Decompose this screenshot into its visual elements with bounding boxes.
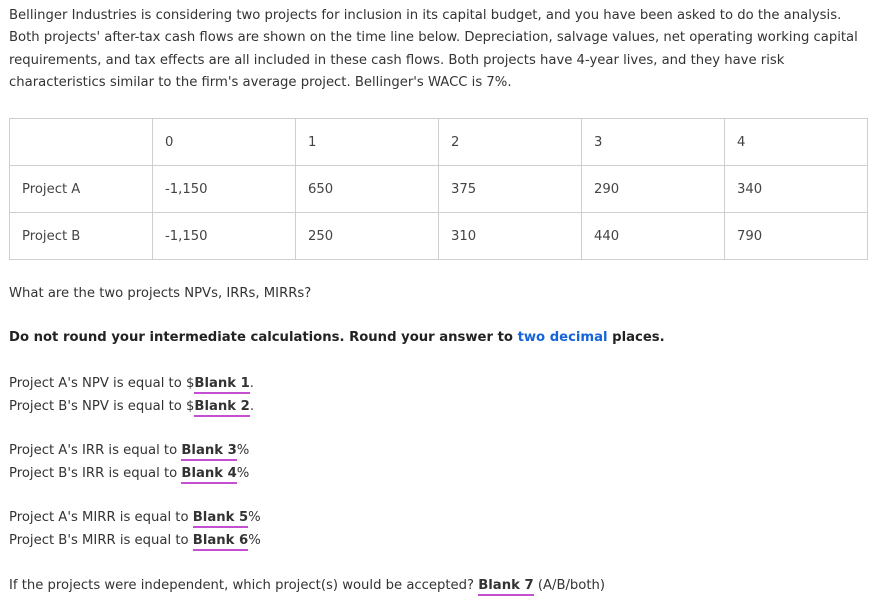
problem-intro: Bellinger Industries is considering two projects for inclusion in its capital budget, and you have been asked to do the analysis. Both projects' after-tax cash flows are shown on the time line below. Depreciation, salvage values, net operating working capital requirements, and tax effects are all included in these cash flows. Both projects have 4-year lives, and they have risk characteristics similar to the firm's average project. Bellinger's WACC is 7%. bbox=[9, 8, 858, 91]
table-cell: 0 bbox=[153, 119, 296, 166]
line-text: Project A's IRR is equal to bbox=[9, 443, 182, 458]
rounding-instruction bbox=[9, 330, 665, 345]
table-cell: 1 bbox=[296, 119, 439, 166]
table-cell: 340 bbox=[725, 166, 868, 213]
table-cell: Project B bbox=[10, 213, 153, 260]
line-text: Project B's NPV is equal to $ bbox=[9, 399, 195, 414]
line-suffix: . bbox=[249, 399, 255, 414]
irr-a-line bbox=[9, 440, 249, 463]
npv-a-line bbox=[9, 373, 254, 396]
table-cell: 4 bbox=[725, 119, 868, 166]
line-suffix: % bbox=[236, 443, 250, 458]
question-text: What are the two projects NPVs, IRRs, MIRRs? bbox=[9, 286, 312, 301]
line-suffix: . bbox=[249, 376, 254, 391]
table-cell: Project A bbox=[10, 166, 153, 213]
line-suffix: % bbox=[236, 466, 250, 481]
blank-5-field[interactable]: Blank 5 bbox=[193, 510, 248, 528]
table-cell: -1,150 bbox=[153, 166, 296, 213]
line-text: Project B's IRR is equal to bbox=[9, 466, 182, 481]
mirr-b-line bbox=[9, 530, 261, 553]
table-header-row bbox=[10, 119, 868, 166]
table-cell: 3 bbox=[582, 119, 725, 166]
accept-line bbox=[9, 575, 605, 598]
table-cell: 440 bbox=[582, 213, 725, 260]
line-suffix: % bbox=[248, 533, 261, 548]
instruction-highlight: two decimal bbox=[517, 330, 608, 345]
blank-3-field[interactable]: Blank 3 bbox=[181, 443, 236, 461]
line-text: Project A's MIRR is equal to bbox=[9, 510, 193, 525]
line-text: If the projects were independent, which project(s) would be accepted? bbox=[9, 578, 479, 593]
table-row bbox=[10, 213, 868, 260]
table-row bbox=[10, 166, 868, 213]
cash-flow-table bbox=[9, 118, 868, 260]
line-text: Project B's MIRR is equal to bbox=[9, 533, 193, 548]
blank-2-field[interactable]: Blank 2 bbox=[194, 399, 249, 417]
blank-4-field[interactable]: Blank 4 bbox=[181, 466, 236, 484]
instruction-text-end: places. bbox=[607, 330, 665, 345]
instruction-text: Do not round your intermediate calculations. Round your answer to bbox=[9, 330, 518, 345]
table-cell: 250 bbox=[296, 213, 439, 260]
table-cell: 310 bbox=[439, 213, 582, 260]
table-cell: 375 bbox=[439, 166, 582, 213]
line-text: Project A's NPV is equal to $ bbox=[9, 376, 195, 391]
table-cell: 650 bbox=[296, 166, 439, 213]
npv-b-line bbox=[9, 396, 254, 419]
mirr-a-line bbox=[9, 507, 261, 530]
table-cell: -1,150 bbox=[153, 213, 296, 260]
table-cell: 2 bbox=[439, 119, 582, 166]
irr-b-line bbox=[9, 463, 249, 486]
line-suffix: (A/B/both) bbox=[533, 578, 606, 593]
blank-7-field[interactable]: Blank 7 bbox=[478, 578, 533, 596]
table-cell: 290 bbox=[582, 166, 725, 213]
table-cell bbox=[10, 119, 153, 166]
blank-6-field[interactable]: Blank 6 bbox=[193, 533, 248, 551]
line-suffix: % bbox=[248, 510, 261, 525]
table-cell: 790 bbox=[725, 213, 868, 260]
blank-1-field[interactable]: Blank 1 bbox=[194, 376, 249, 394]
